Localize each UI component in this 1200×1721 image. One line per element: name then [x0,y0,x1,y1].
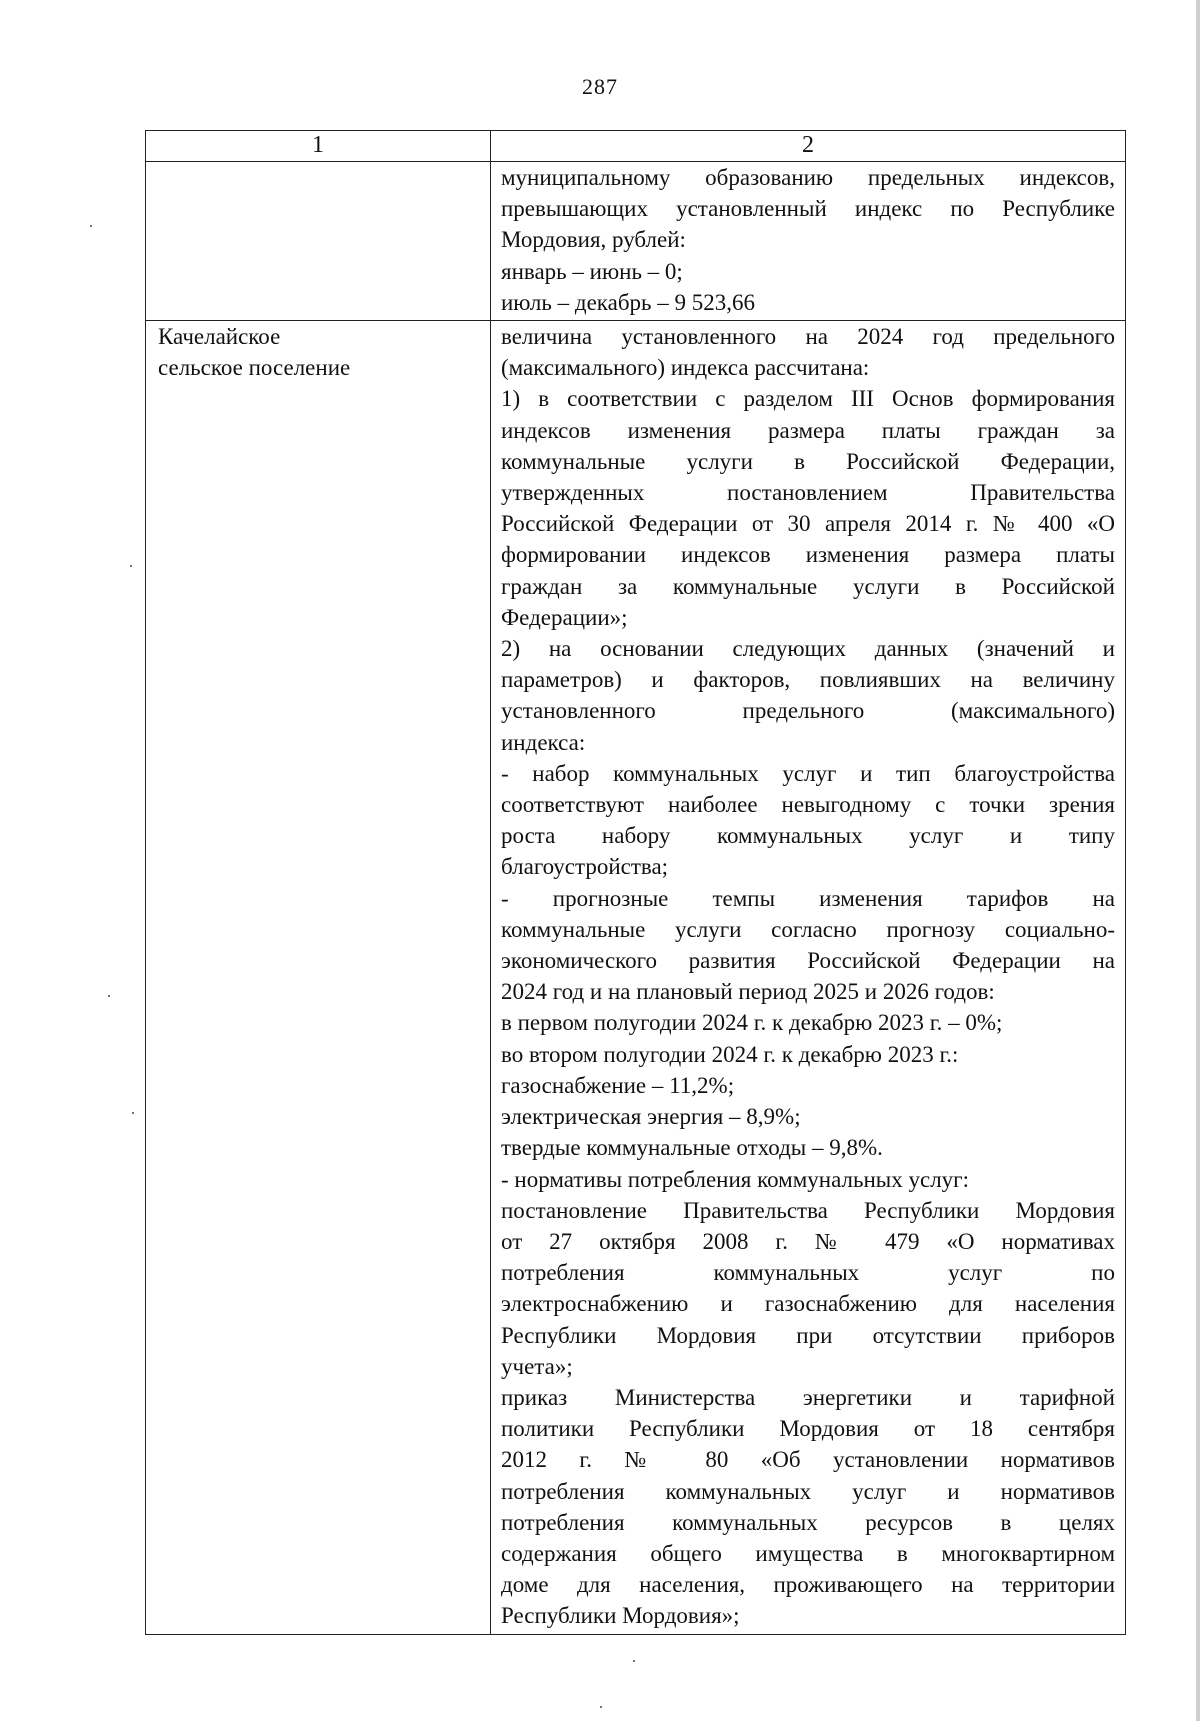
scan-dot [600,1706,602,1708]
text-line: во втором полугодии 2024 г. к декабрю 2023 г.: [501,1041,959,1067]
table-row [146,321,1126,1635]
text-line: постановление Правительства Республики Мордовия [501,1197,1115,1223]
text-line: приказ Министерства энергетики и тарифной [501,1384,1115,1410]
row-label-line: сельское поселение [158,355,351,381]
scan-dot [90,225,92,227]
text-line: превышающих установленный индекс по Республике [501,196,1115,222]
row-1-col-2 [491,162,1126,321]
row-2-col-2 [491,321,1126,1635]
text-line: параметров) и факторов, повлиявших на величину [501,667,1115,693]
text-line: потребления коммунальных ресурсов в целях [501,1509,1115,1535]
text-line: - набор коммунальных услуг и тип благоустройства [501,760,1115,786]
text-line: Российской Федерации от 30 апреля 2014 г. № 400 «О [501,511,1115,537]
text-line: установленного предельного (максимального) [501,698,1115,724]
text-line: январь – июнь – 0; [501,258,683,284]
scan-edge-shadow [1196,0,1200,1721]
text-line: - прогнозные темпы изменения тарифов на [501,885,1115,911]
scan-dot [633,1660,635,1662]
text-line: Мордовия, рублей: [501,227,686,253]
text-line: индекса: [501,729,586,755]
row-label-line: Качелайское [158,324,281,350]
page-number: 287 [582,74,618,99]
text-line: политики Республики Мордовия от 18 сентября [501,1416,1115,1442]
text-line: июль – декабрь – 9 523,66 [501,289,756,315]
document-table [145,130,1126,1635]
text-line: муниципальному образованию предельных индексов, [501,165,1115,190]
text-line: величина установленного на 2024 год предельного [501,324,1115,350]
text-line: газоснабжение – 11,2%; [501,1072,735,1098]
text-line: Федерации»; [501,604,628,630]
row-2-col-1 [146,321,491,1635]
table-header-row [146,131,1126,162]
scan-dot [108,995,110,997]
text-line: экономического развития Российской Федерации на [501,948,1115,974]
text-line: (максимального) индекса рассчитана: [501,355,870,381]
text-line: содержания общего имущества в многоквартирном [501,1540,1115,1566]
text-line: индексов изменения размера платы граждан за [501,417,1115,443]
text-line: - нормативы потребления коммунальных услуг: [501,1166,969,1192]
scan-dot [132,1112,134,1114]
text-line: в первом полугодии 2024 г. к декабрю 2023 г. – 0%; [501,1010,1003,1036]
row-1-col-1 [146,162,491,321]
text-line: коммунальные услуги согласно прогнозу социально- [501,916,1115,942]
text-line: потребления коммунальных услуг и нормативов [501,1478,1115,1504]
text-line: учета»; [501,1353,573,1379]
text-line: доме для населения, проживающего на территории [501,1572,1115,1598]
text-line: 1) в соответствии с разделом III Основ формирования [501,386,1115,412]
text-line: от 27 октября 2008 г. № 479 «О нормативах [501,1228,1115,1254]
text-line: Республики Мордовия»; [501,1603,740,1629]
text-line: формировании индексов изменения размера платы [501,542,1115,568]
text-line: электроснабжению и газоснабжению для населения [501,1291,1115,1317]
text-line: роста набору коммунальных услуг и типу [501,823,1115,849]
text-line: благоустройства; [501,854,669,880]
text-line: 2) на основании следующих данных (значений и [501,636,1115,662]
text-line: Республики Мордовия при отсутствии приборов [501,1322,1115,1348]
scan-dot [130,565,132,567]
column-header-1: 1 [146,131,491,162]
text-line: граждан за коммунальные услуги в Российской [501,573,1115,599]
table-row [146,162,1126,321]
text-line: электрическая энергия – 8,9%; [501,1104,801,1130]
text-line: 2012 г. № 80 «Об установлении нормативов [501,1447,1115,1473]
text-line: соответствуют наиболее невыгодному с точки зрения [501,792,1115,818]
text-line: 2024 год и на плановый период 2025 и 2026 годов: [501,979,995,1005]
text-line: коммунальные услуги в Российской Федерации, [501,448,1115,474]
text-line: твердые коммунальные отходы – 9,8%. [501,1135,883,1161]
text-line: потребления коммунальных услуг по [501,1260,1115,1286]
column-header-2: 2 [491,131,1126,162]
text-line: утвержденных постановлением Правительства [501,480,1115,506]
